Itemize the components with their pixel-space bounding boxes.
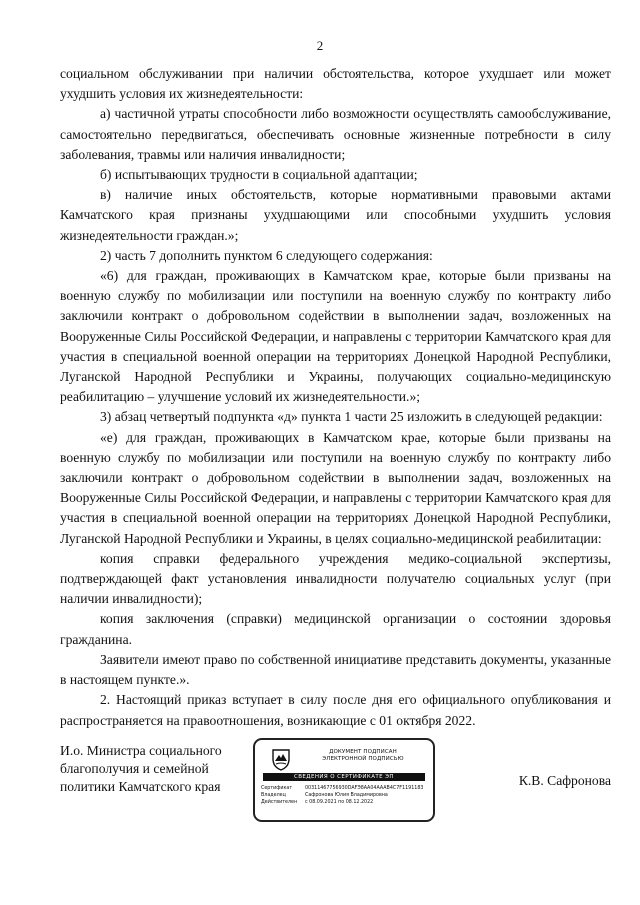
stamp-row-label: Владелец	[261, 793, 286, 798]
signatory-position-line: благополучия и семейной	[60, 761, 209, 776]
stamp-row-label: Действителен	[261, 800, 298, 805]
stamp-title-line: ЭЛЕКТРОННОЙ ПОДПИСЬЮ	[322, 756, 404, 762]
stamp-title-line: ДОКУМЕНТ ПОДПИСАН	[329, 749, 397, 755]
paragraph: б) испытывающих трудности в социальной адаптации;	[100, 167, 418, 183]
stamp-row-value: 00311467756930DAFЭ8АA04AAAB4C7F1191183	[305, 786, 424, 791]
paragraph: «е) для граждан, проживающих в Камчатском крае, которые были призваны на военную службу по мобилизации или поступили на военную службу по контракту либо заключили контракт о добровольном содействии в выполнении задач, возложенных на Вооруженные Силы Российской Федерации, и направлены с территории Камчатского края для участия в специальной военной операции на территориях Донецкой Народной Республики, Луганской Народной Республики и Украины, в целях социально-медицинской реабилитации:	[60, 429, 611, 546]
paragraph: социальном обслуживании при наличии обстоятельства, которое ухудшает или может ухудшить условия их жизнедеятельности:	[60, 66, 611, 102]
stamp-row-value: с 08.09.2021 по 08.12.2022	[305, 800, 374, 805]
stamp-row-label: Сертификат	[261, 786, 293, 791]
paragraph: 2) часть 7 дополнить пунктом 6 следующего содержания:	[100, 247, 433, 263]
paragraph: в) наличие иных обстоятельств, которые нормативными правовыми актами Камчатского края признаны ухудшающими или способными ухудшить условия жизнедеятельности граждан.»;	[60, 187, 611, 243]
document-body	[60, 64, 611, 731]
stamp-row	[261, 799, 431, 806]
stamp-details	[261, 785, 431, 806]
paragraph: а) частичной утраты способности либо возможности осуществлять самообслуживание, самостоятельно передвигаться, обеспечивать основные жизненные потребности в силу заболевания, травмы или наличия инвалидности;	[60, 106, 611, 162]
paragraph: копия заключения (справки) медицинской организации о состоянии здоровья гражданина.	[60, 611, 611, 647]
stamp-title	[299, 749, 427, 763]
coat-of-arms-icon	[271, 747, 291, 771]
signatory-position-line: политики Камчатского края	[60, 779, 221, 794]
page-number: 2	[316, 38, 324, 53]
signatory-name: К.В. Сафронова	[518, 773, 611, 788]
stamp-row	[261, 785, 431, 792]
electronic-signature-stamp	[253, 738, 435, 822]
stamp-row	[261, 792, 431, 799]
signatory-position	[60, 742, 260, 796]
signatory-position-line: И.о. Министра социального	[60, 743, 222, 758]
paragraph: копия справки федерального учреждения медико-социальной экспертизы, подтверждающей факт установления инвалидности получателю социальных услуг (при наличии инвалидности);	[60, 550, 611, 607]
paragraph: 3) абзац четвертый подпункта «д» пункта 1 части 25 изложить в следующей редакции:	[100, 409, 603, 425]
paragraph: 2. Настоящий приказ вступает в силу после дня его официального опубликования и распространяется на правоотношения, возникающие с 01 октября 2022.	[60, 692, 611, 728]
paragraph: «6) для граждан, проживающих в Камчатском крае, которые были призваны на военную службу по мобилизации или поступили на военную службу по контракту либо заключили контракт о добровольном содействии в выполнении задач, возложенных на Вооруженные Силы Российской Федерации, и направлены с территории Камчатского края для участия в специальной военной операции на территориях Донецкой Народной Республики, Луганской Народной Республики и Украины, получающих социально-медицинскую реабилитацию – улучшение условий их жизнедеятельности.»;	[60, 268, 611, 405]
stamp-certificate-header: СВЕДЕНИЯ О СЕРТИФИКАТЕ ЭП	[263, 773, 425, 781]
paragraph: Заявители имеют право по собственной инициативе представить документы, указанные в настоящем пункте.».	[60, 651, 611, 688]
stamp-row-value: Сафронова Юлия Владимировна	[305, 793, 388, 798]
